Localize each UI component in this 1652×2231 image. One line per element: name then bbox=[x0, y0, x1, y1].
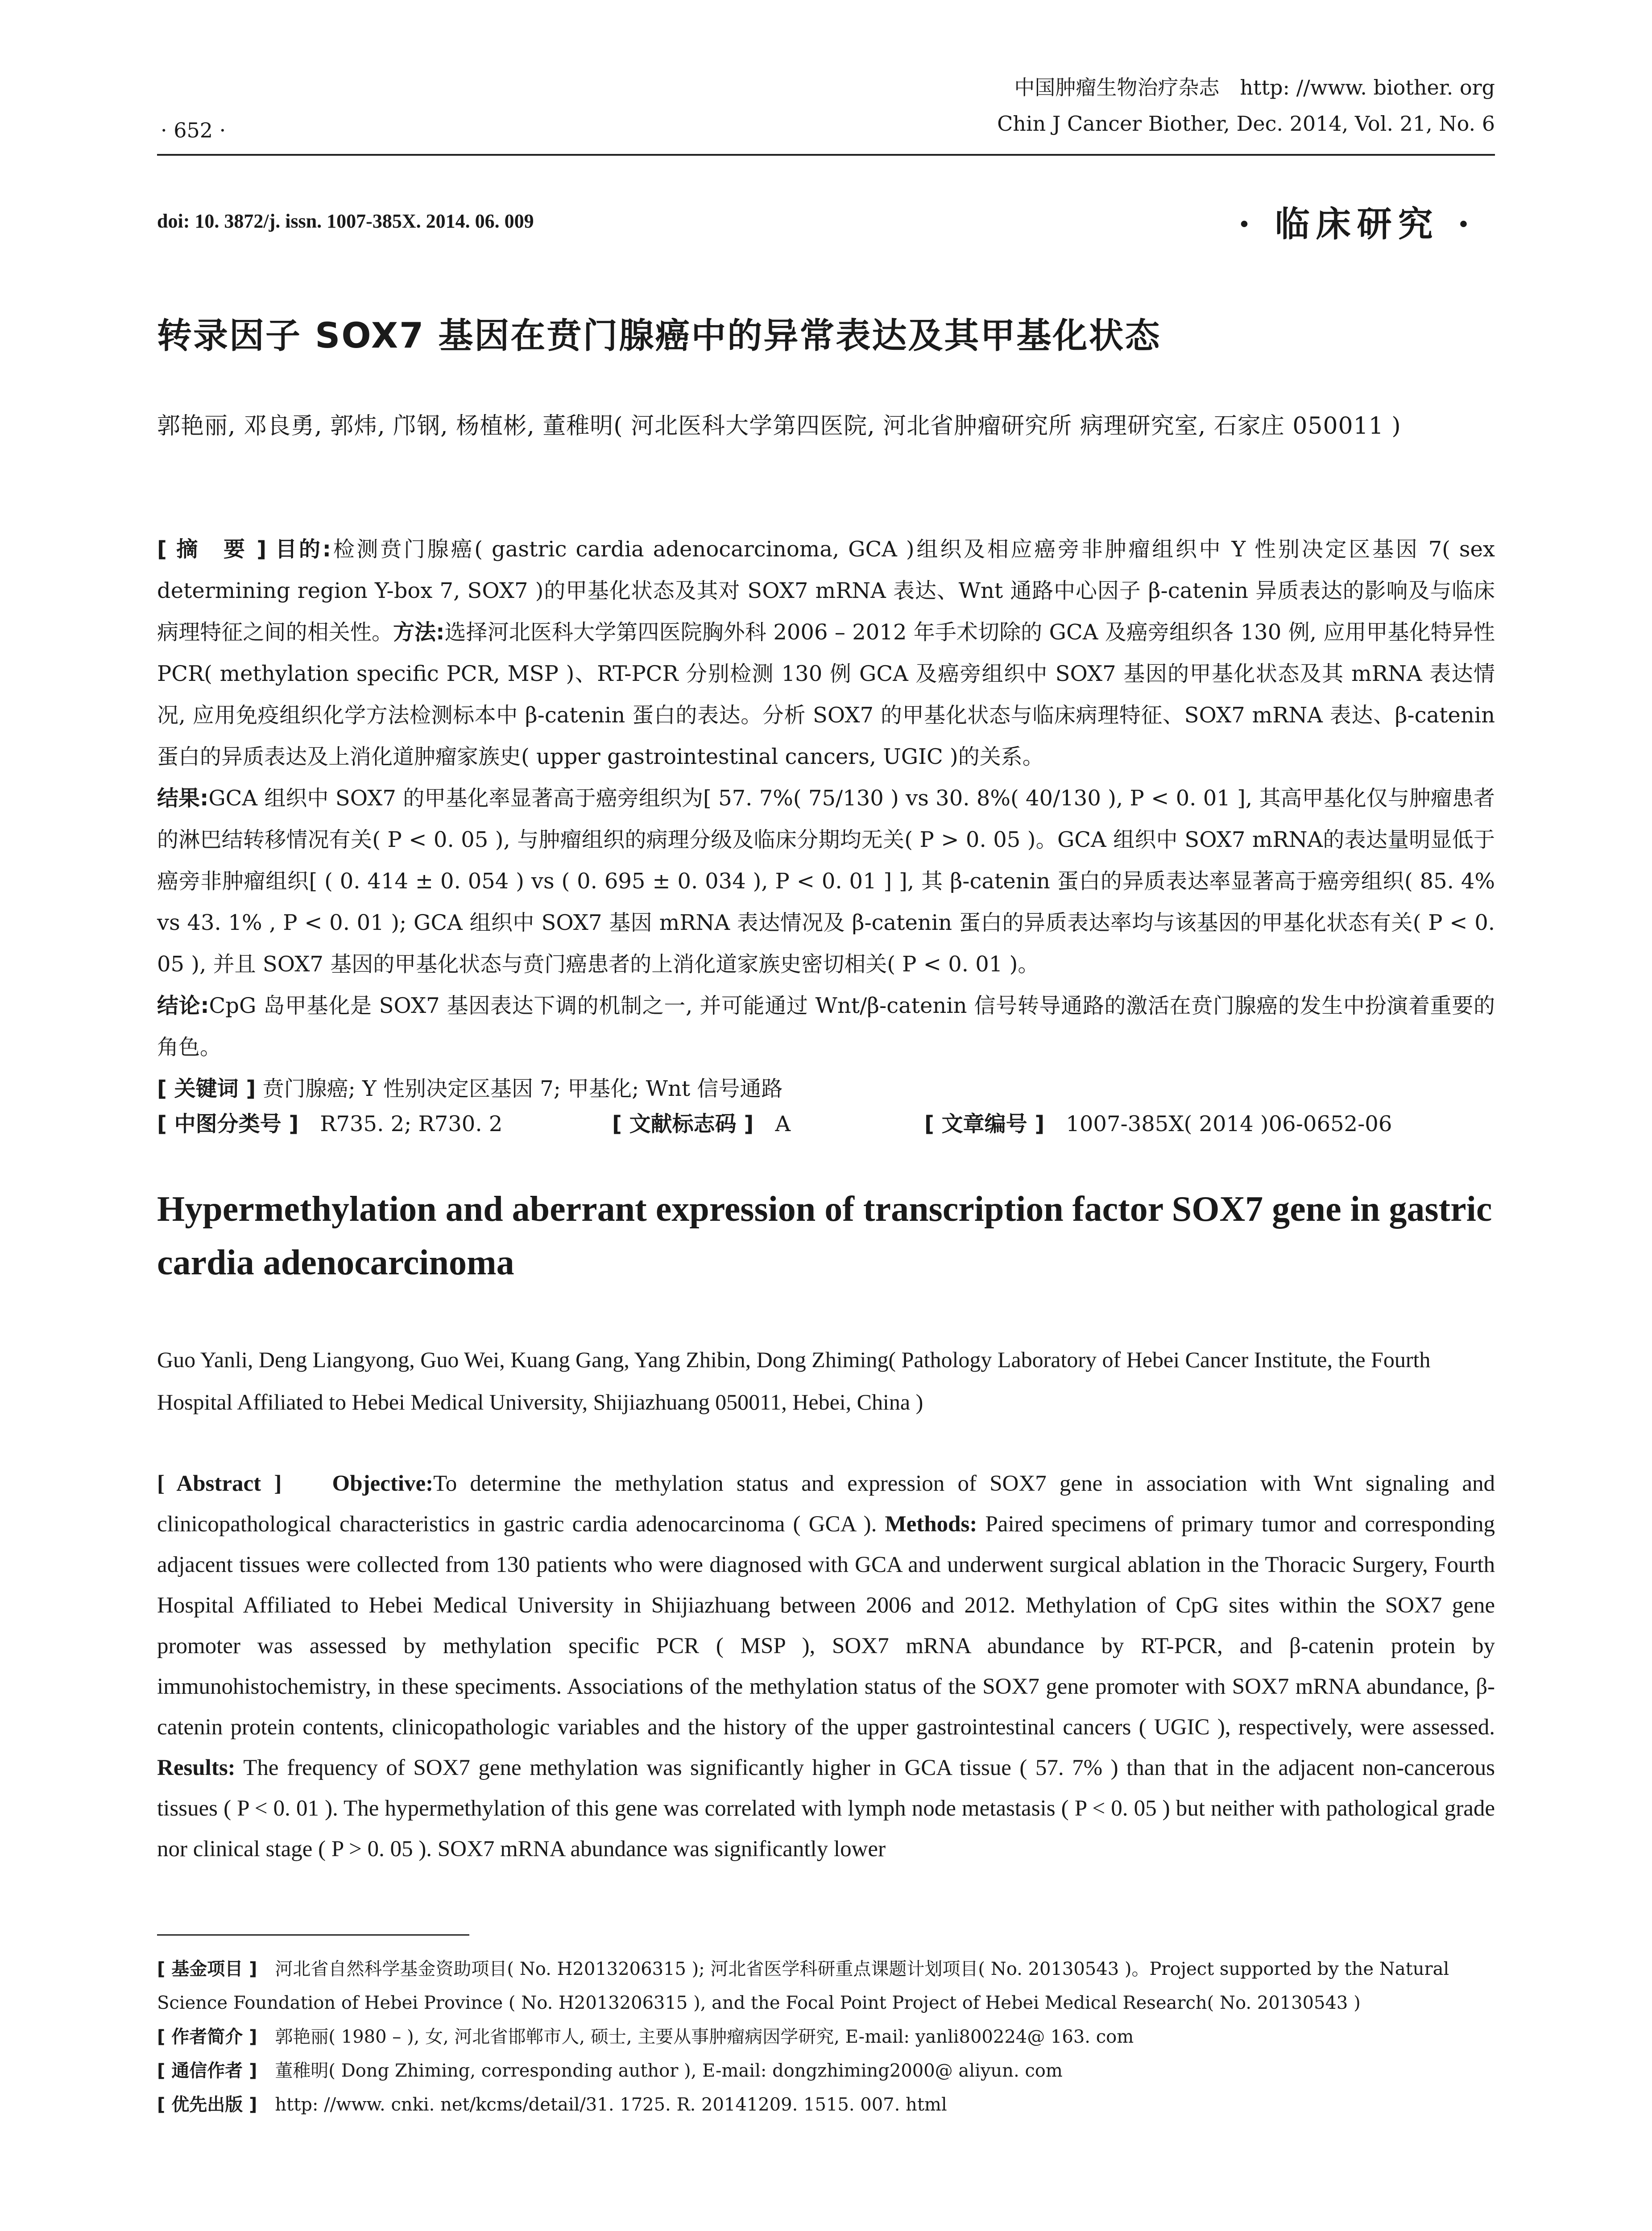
abstract-en-label: [ Abstract ] bbox=[157, 1471, 282, 1496]
objective-en: To determine the methylation status and expression of SOX7 gene in association with Wnt signaling and clinicopathological characteristics in gastric cardia adenocarcinoma ( GCA ). bbox=[157, 1471, 1495, 1537]
results-en-label: Results: bbox=[157, 1755, 236, 1780]
corresponding-author-note: [ 通信作者 ] 董稚明( Dong Zhiming, corresponding author ), E-mail: dongzhiming2000@ aliyun. com bbox=[157, 2061, 1063, 2081]
footnotes bbox=[157, 1952, 1495, 2122]
abstract-cn-body bbox=[157, 529, 1495, 1068]
abstract-cn bbox=[157, 529, 1495, 1110]
doi: doi: 10. 3872/j. issn. 1007-385X. 2014. 06. 009 bbox=[157, 210, 534, 232]
keywords-cn bbox=[157, 1068, 1495, 1110]
article-number: [ 文章编号 ] 1007-385X( 2014 )06-0652-06 bbox=[924, 1111, 1392, 1136]
conclusion-cn-label: 结论: bbox=[157, 993, 209, 1018]
article-title-cn: 转录因子 SOX7 基因在贲门腺癌中的异常表达及其甲基化状态 bbox=[157, 316, 1161, 356]
methods-en-label: Methods: bbox=[885, 1512, 977, 1537]
objective-en-label: Objective: bbox=[332, 1471, 434, 1496]
authors-en: Guo Yanli, Deng Liangyong, Guo Wei, Kuang Gang, Yang Zhibin, Dong Zhiming( Pathology Laboratory of Hebei Cancer Institute, the Fourth Hospital Affiliated to Hebei Medical University, Shijiazhuang 050011, Hebei, China ) bbox=[157, 1347, 1431, 1414]
keywords-cn-text: 贲门腺癌; Y 性别决定区基因 7; 甲基化; Wnt 信号通路 bbox=[262, 1076, 783, 1101]
online-first-link[interactable]: http: //www. cnki. net/kcms/detail/31. 1725. R. 20141209. 1515. 007. html bbox=[275, 2094, 947, 2115]
conclusion-cn: CpG 岛甲基化是 SOX7 基因表达下调的机制之一, 并可能通过 Wnt/β-catenin 信号转导通路的激活在贲门腺癌的发生中扮演着重要的角色。 bbox=[157, 993, 1495, 1060]
methods-cn: 选择河北医科大学第四医院胸外科 2006 – 2012 年手术切除的 GCA 及癌旁组织各 130 例, 应用甲基化特异性 PCR( methylation specific PCR, MSP )、RT-PCR 分别检测 130 例 GCA 及癌旁组织中 SOX7 基因的甲基化状态及其 mRNA 表达情况, 应用免疫组织化学方法检测标本中 β-catenin 蛋白的表达。分析 SOX7 的甲基化状态与临床病理特征、SOX7 mRNA 表达、β-catenin 蛋白的异质表达及上消化道肿瘤家族史( upper gastrointestinal cancers, UGIC )的关系。 bbox=[157, 620, 1495, 769]
methods-en: Paired specimens of primary tumor and corresponding adjacent tissues were collected from 130 patients who were diagnosed with GCA and underwent surgical ablation in the Thoracic Surgery, Fourth Hospital Affiliated to Hebei Medical University in Shijiazhuang between 2006 and 2012. Methylation of CpG sites within the SOX7 gene promoter was assessed by methylation specific PCR ( MSP ), SOX7 mRNA abundance by RT-PCR, and β-catenin protein by immunohistochemistry, in these speciments. Associations of the methylation status of the SOX7 gene promoter with SOX7 mRNA abundance, β-catenin protein contents, clinicopathologic variables and the history of the upper gastrointestinal cancers ( UGIC ), respectively, were assessed. bbox=[157, 1512, 1495, 1740]
abstract-en bbox=[157, 1464, 1495, 1870]
document-code: [ 文献标志码 ] A bbox=[612, 1111, 791, 1136]
fund-note: [ 基金项目 ] 河北省自然科学基金资助项目( No. H2013206315 ); 河北省医学科研重点课题计划项目( No. 20130543 )。Project supported by the Natural Science Foundation of Hebei Province ( No. H2013206315 ), and the Focal Point Project of Hebei Medical Research( No. 20130543 ) bbox=[157, 1959, 1449, 2013]
author-note: [ 作者简介 ] 郭艳丽( 1980 – ), 女, 河北省邯郸市人, 硕士, 主要从事肿瘤病因学研究, E-mail: yanli800224@ 163. com bbox=[157, 2027, 1134, 2047]
authors-cn: 郭艳丽, 邓良勇, 郭炜, 邝钢, 杨植彬, 董稚明( 河北医科大学第四医院, 河北省肿瘤研究所 病理研究室, 石家庄 050011 ) bbox=[157, 413, 1401, 440]
methods-cn-label: 方法: bbox=[393, 620, 445, 645]
objective-cn: 检测贲门腺癌( gastric cardia adenocarcinoma, GCA )组织及相应癌旁非肿瘤组织中 Y 性别决定区基因 7( sex determining region Y-box 7, SOX7 )的甲基化状态及其对 SOX7 mRNA 表达、Wnt 通路中心因子 β-catenin 异质表达的影响及与临床病理特征之间的相关性。 bbox=[157, 537, 1495, 645]
article-title-en: Hypermethylation and aberrant expression of transcription factor SOX7 gene in gastric cardia adenocarcinoma bbox=[157, 1190, 1492, 1282]
header-rule bbox=[157, 154, 1495, 156]
objective-cn-label: 目的: bbox=[275, 537, 331, 562]
page-number: · 652 · bbox=[161, 118, 226, 142]
footnote-rule bbox=[157, 1934, 469, 1936]
clc-code: [ 中图分类号 ] R735. 2; R730. 2 bbox=[157, 1111, 503, 1136]
section-label: · 临床研究 · bbox=[1238, 204, 1476, 245]
results-cn: GCA 组织中 SOX7 的甲基化率显著高于癌旁组织为[ 57. 7%( 75/130 ) vs 30. 8%( 40/130 ), P < 0. 01 ], 其高甲基化仅与肿瘤患者的淋巴结转移情况有关( P < 0. 05 ), 与肿瘤组织的病理分级及临床分期均无关( P > 0. 05 )。GCA 组织中 SOX7 mRNA的表达量明显低于癌旁非肿瘤组织[ ( 0. 414 ± 0. 054 ) vs ( 0. 695 ± 0. 034 ), P < 0. 01 ] ], 其 β-catenin 蛋白的异质表达率显著高于癌旁组织( 85. 4% vs 43. 1% , P < 0. 01 ); GCA 组织中 SOX7 基因 mRNA 表达情况及 β-catenin 蛋白的异质表达率均与该基因的甲基化状态有关( P < 0. 05 ), 并且 SOX7 基因的甲基化状态与贲门癌患者的上消化道家族史密切相关( P < 0. 01 )。 bbox=[157, 786, 1495, 977]
online-first-note: [ 优先出版 ] http: //www. cnki. net/kcms/detail/31. 1725. R. 20141209. 1515. 007. html bbox=[157, 2094, 947, 2115]
results-cn-label: 结果: bbox=[157, 786, 209, 811]
results-en: The frequency of SOX7 gene methylation was significantly higher in GCA tissue ( 57. 7% ) than that in the adjacent non-cancerous tissues ( P < 0. 01 ). The hypermethylation of this gene was correlated with lymph node metastasis ( P < 0. 05 ) but neither with pathological grade nor clinical stage ( P > 0. 05 ). SOX7 mRNA abundance was significantly lower bbox=[157, 1755, 1495, 1862]
abstract-cn-label: [ 摘 要 ] bbox=[157, 537, 267, 562]
journal-citation-en: Chin J Cancer Biother, Dec. 2014, Vol. 21, No. 6 bbox=[997, 112, 1495, 136]
keywords-cn-label: [ 关键词 ] bbox=[157, 1076, 256, 1101]
journal-name-cn: 中国肿瘤生物治疗杂志 http: //www. biother. org bbox=[1014, 75, 1495, 100]
